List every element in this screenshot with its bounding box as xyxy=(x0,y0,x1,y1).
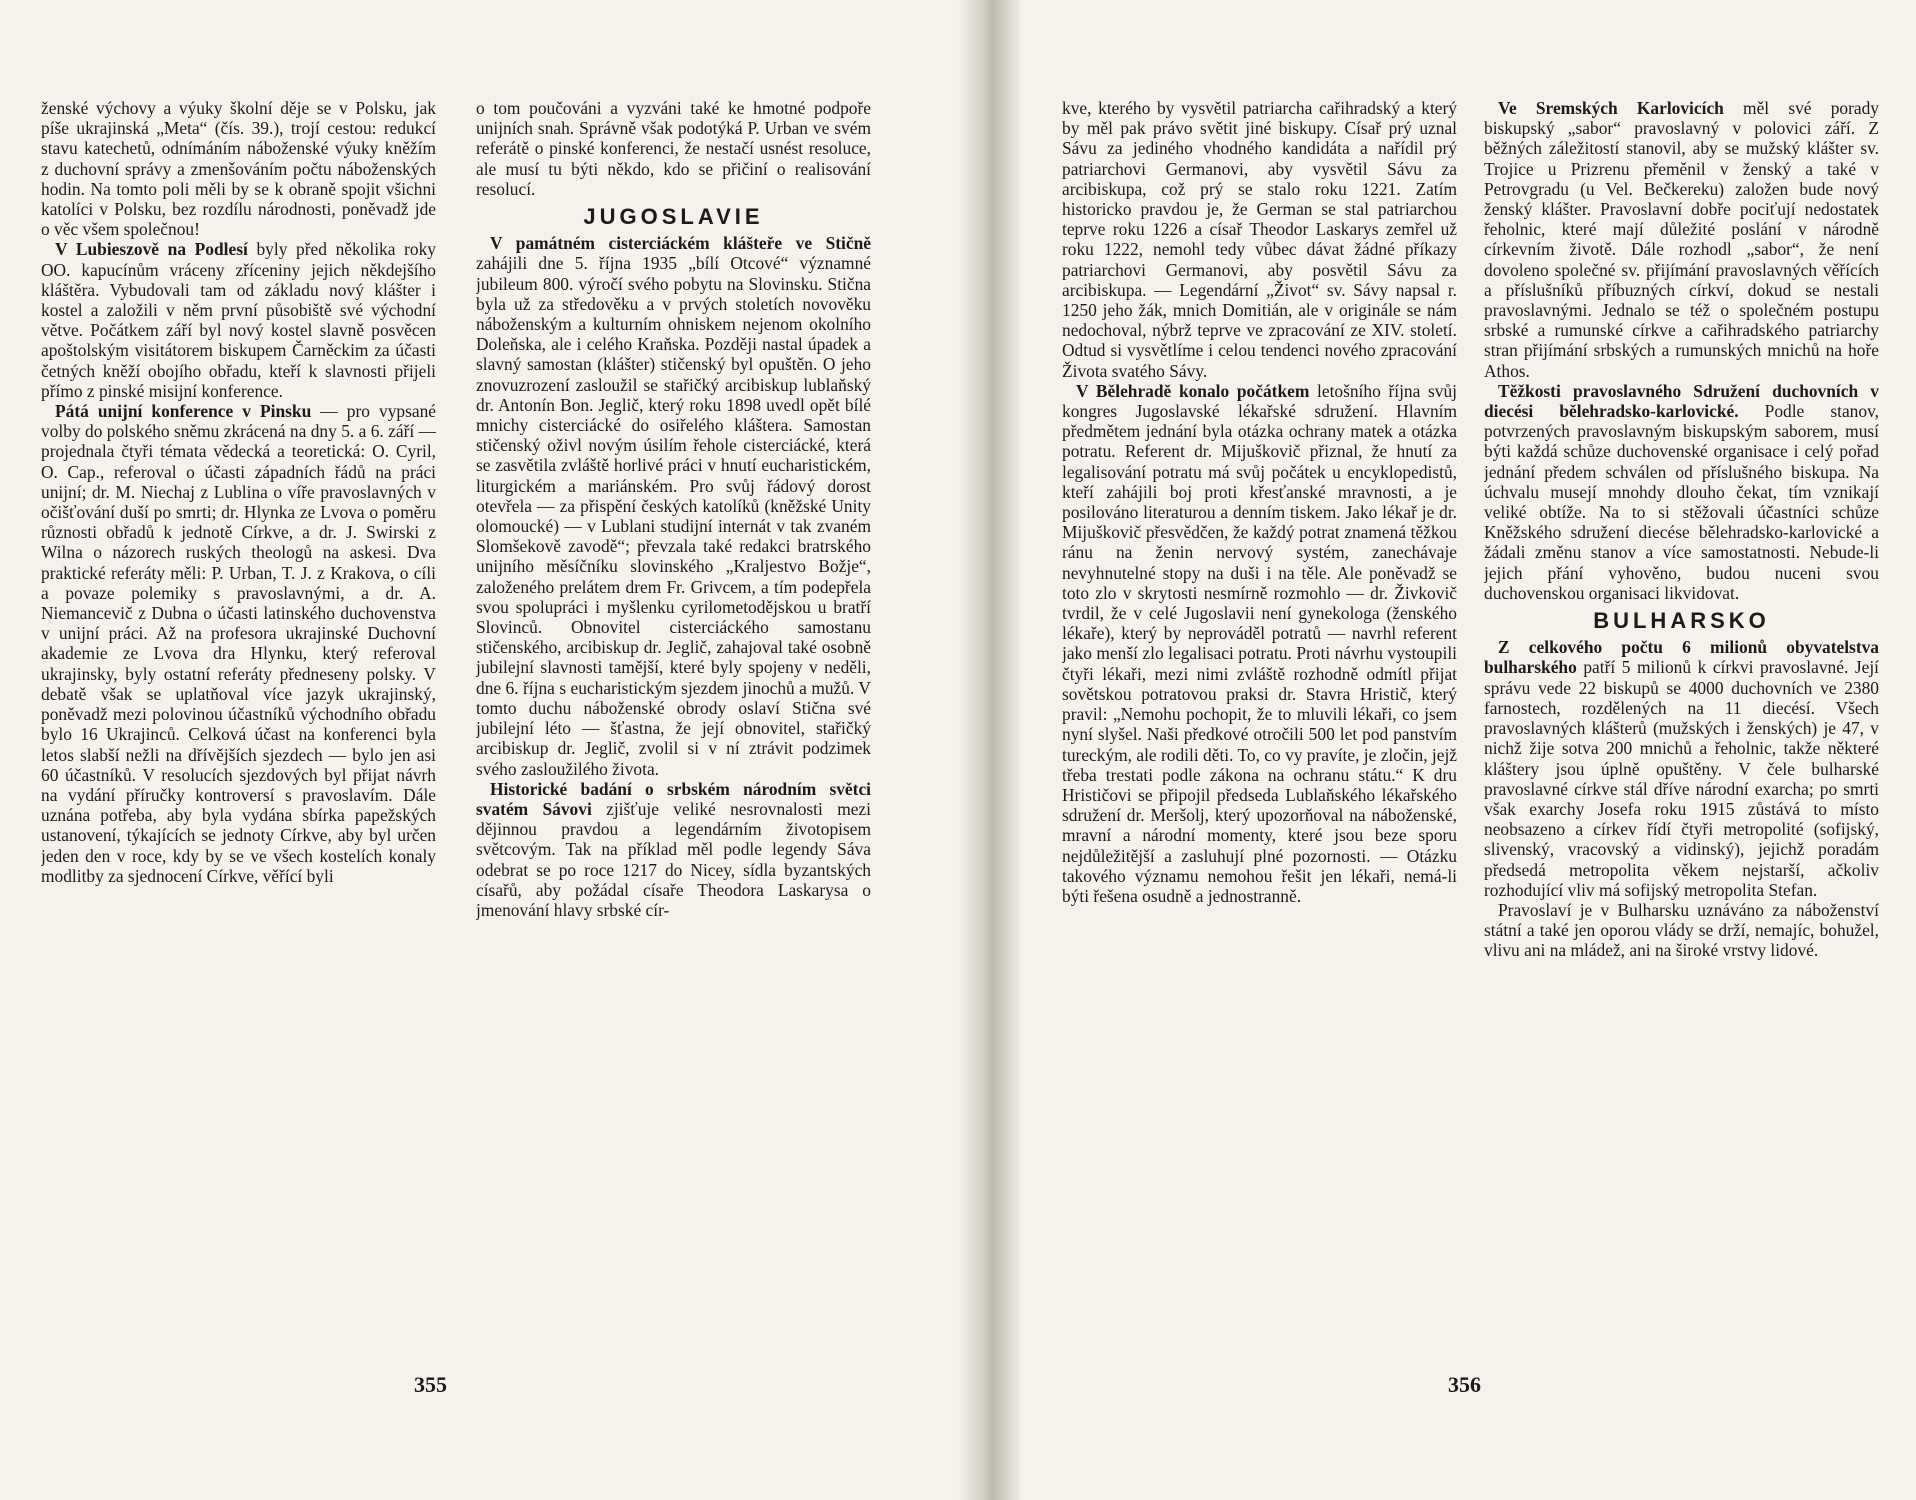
article-lead-title: Historické badání o srbském národním světci svatém Sávovi xyxy=(476,778,871,819)
article-lead-title: Pátá unijní konference v Pinsku xyxy=(55,401,312,422)
article-lead-title: Z celkového počtu 6 milionů obyvatelstva bulharského xyxy=(1484,637,1879,678)
article-lead-title: V Bělehradě konalo počátkem xyxy=(1076,380,1310,401)
page-number-right: 356 xyxy=(1448,1372,1481,1397)
article-paragraph: V památném cisterciáckém klášteře ve Stičně zahájili dne 5. října 1935 „bílí Otcové“ významné jubileum 800. výročí svého pobytu na Slovinsku. Stična byla už za středověku a v prvých stoletích novověku náboženským a kulturním ohniskem nejenom okolního Doleňska, ale i celého Kraňska. Později nastal úpadek a slavný samostan (klášter) stičenský byl opuštěn. O jeho znovuzrození zasloužil se stařičký arcibiskup lublaňský dr. Antonín Bon. Jeglič, který roku 1898 uvedl opět bílé mnichy cisterciácké do osiřelého kláštera. Samostan stičenský oživl novým úsilím řehole cisterciácké, která se zasvětila zvláště horlivé práci v hnutí eucharistickém, liturgickém a mariánském. Pro svůj řádový dorost otevřela — za přispění českých katolíků (kněžské Unity olomoucké) — v Lublani studijní internát v tak zvaném Slomšekově zavodě“; převzala také redakci bratrského unijního měsíčníku slovinského „Kraljestvo Božje“, založeného prelátem drem Fr. Grivcem, a tím podepřela svou spolupráci i myšlenku cyrilometodějskou u bratří Slovinců. Obnovitel cisterciáckého samostanu stičenského, arcibiskup dr. Jeglič, zahajoval také osobně jubilejní slavnosti tamější, které byly spojeny v neděli, dne 6. října s eucharistickým sjezdem jinochů a mužů. V tomto duchu náboženské obrody oslaví Stična své jubilejní léto — šťastna, že její obnovitel, stařičký arcibiskup dr. Jeglič, zvolil si v ní ztrávit podzimek svého zasloužilého života. xyxy=(476,233,871,779)
article-paragraph: Pátá unijní konference v Pinsku — pro vypsané volby do polského sněmu zkrácená na dny 5. a 6. září — projednala čtyři témata vědecká a teoretická: O. Cyril, O. Cap., referoval o účasti západních řádů na práci unijní; dr. M. Niechaj z Lublina o víře pravoslavných v očišťování duší po smrti; dr. Hlynka ze Lvova o poměru různosti obřadů k jednotě Církve, a dr. J. Swirski z Wilna o názorech ruských theologů na askesi. Dva praktické referáty měli: P. Urban, T. J. z Krakova, o cíli a povaze polemiky s pravoslavnými, a dr. A. Niemancevič z Dubna o účasti latinského duchovenstva v unijní práci. Až na profesora ukrajinské Duchovní akademie ze Lvova dra Hlynku, který referoval ukrajinsky, byly ostatní referáty předneseny polsky. V debatě však se uplatňoval více jazyk ukrajinský, poněvadž mezi polovinou účastníků východního obřadu bylo 16 Ukrajinců. Celková účast na konferenci byla letos slabší nežli na dřívějších sjezdech — bylo jen asi 60 účastníků. V resolucích sjezdových byl přijat návrh na vydání příručky kontroversí s pravoslavím. Dále uznána potřeba, aby byla vydána sbírka papežských ustanovení, týkajících se jednoty Církve, aby byl určen jeden den v roce, kdy by se ve všech kostelích konaly modlitby za sjednocení Církve, věřící byli xyxy=(41,401,436,886)
article-paragraph: ženské výchovy a výuky školní děje se v Polsku, jak píše ukrajinská „Meta“ (čís. 39.), trojí cestou: redukcí stavu katechetů, odnímáním náboženské výuky kněžím z duchovní správy a zmenšováním počtu náboženských hodin. Na tomto poli měli by se k obraně spojit všichni katolíci v Polsku, bez rozdílu národnosti, poněvadž jde o věc všem společnou! xyxy=(41,98,436,240)
right-page xyxy=(1020,0,1916,1500)
column-2 xyxy=(476,98,871,1398)
article-paragraph: Z celkového počtu 6 milionů obyvatelstva bulharského patří 5 milionů k církvi pravoslavné. Její správu vede 22 biskupů se 4000 duchovních ve 2380 farnostech, rozdělených na 11 diecésí. Všech pravoslavných klášterů (mužských i ženských) je 47, v nichž žije sotva 200 mnichů a řeholnic, takže některé kláštery jsou úplně opuštěny. V čele bulharské pravoslavné církve stál dříve národní exarcha; po smrti však exarchy Josefa roku 1915 zůstává to místo neobsazeno a církev řídí čtyři metropolité (sofijský, slivenský, vracovský a vidinský), jejichž poradám předsedá metropolita věkem nejstarší, ačkoliv rozhodující vliv má sofijský metropolita Stefan. xyxy=(1484,637,1879,900)
section-heading: JUGOSLAVIE xyxy=(583,204,764,230)
page-number-left: 355 xyxy=(414,1372,447,1397)
article-paragraph: V Lubieszově na Podlesí byly před několika roky OO. kapucínům vráceny zříceniny jejich někdejšího kláštěra. Vybudovali tam od základu nový klášter i kostel a založili v něm první působiště své východní větve. Počátkem září byl nový kostel slavně posvěcen apoštolským visitátorem biskupem Čarněckim za účasti četných kněží obojího obřadu, kteří k slavnosti přijeli přímo z pinské misijní konference. xyxy=(41,239,436,401)
column-1 xyxy=(41,98,436,1398)
article-lead-title: V Lubieszově na Podlesí xyxy=(55,239,248,260)
section-heading: BULHARSKO xyxy=(1593,608,1770,634)
article-paragraph: kve, kterého by vysvětil patriarcha cařihradský a který by měl pak právo světit jiné biskupy. Císař prý uznal Sávu za jediného vhodného kandidáta a nařídil prý patriarchovi Germanovi, aby vysvětil Sávu za arcibiskupa, což prý se stalo roku 1221. Zatím historicko pravdou je, že German se stal patriarchou teprve roku 1226 a císař Theodor Laskarys zemřel už roku 1222, nemohl tedy vůbec dávat žádné příkazy patriarchovi Germanovi, aby posvětil Sávu za arcibiskupa. — Legendární „Život“ sv. Sávy napsal r. 1250 jeho žák, mnich Domitián, ale v originále se nám nedochoval, nýbrž teprve ve zpracování ze XIV. století. Odtud si vysvětlíme i celou tendenci nového zpracování Života svatého Sávy. xyxy=(1062,98,1457,381)
article-paragraph: Historické badání o srbském národním světci svatém Sávovi zjišťuje veliké nesrovnalosti mezi dějinnou pravdou a legendárním životopisem světcovým. Tak na příklad měl podle legendy Sáva odebrat se po roce 1217 do Nicey, sídla byzantských císařů, aby požádal císaře Theodora Laskarysa o jmenování hlavy srbské cír- xyxy=(476,778,871,920)
article-paragraph: Těžkosti pravoslavného Sdružení duchovních v diecési bělehradsko-karlovické. Podle stanov, potvrzených pravoslavným biskupským saborem, musí býti každá schůze duchovenské organisace i celý pořad jednání předem schválen od příslušného biskupa. Na úchvalu musejí mnohdy dlouho čekat, tím vznikají veliké obtíže. Na to si stěžovali účastníci schůze Kněžského sdružení diecése bělehradsko-karlovické a žádali změnu stanov a více samostatnosti. Nebude-li jejich přání vyhověno, budou nuceni svou duchovenskou organisaci likvidovat. xyxy=(1484,380,1879,603)
article-paragraph: o tom poučováni a vyzváni také ke hmotné podpoře unijních snah. Správně však podotýká P. Urban ve svém referátě o pinské konferenci, že nestačí usnést resoluce, ale musí tu býti někdo, kdo se přičiní o realisování resolucí. xyxy=(476,98,871,199)
column-3 xyxy=(1062,98,1457,1398)
article-lead-title: V památném cisterciáckém klášteře ve Stičně xyxy=(490,233,871,254)
article-paragraph: Ve Sremských Karlovicích měl své porady biskupský „sabor“ pravoslavný v polovici září. Z běžných záležitostí stanovil, aby se mužský klášter sv. Trojice u Prizrenu přeměnil v ženský a také v Petrovgradu (u Vel. Bečkereku) založen bude nový ženský klášter. Pravoslavní dobře pociťují nedostatek řeholnic, které mají důležité poslání v národně církevním životě. Dále rozhodl „sabor“, že není dovoleno společné sv. přijímání pravoslavných věřících a příslušníků příbuzných církví, dokud se nestali pravoslavnými. Jednalo se též o společném postupu srbské a rumunské církve a cařihradského patriarchy stran přijímání srbských a rumunských mnichů na hoře Athos. xyxy=(1484,98,1879,381)
article-paragraph: V Bělehradě konalo počátkem letošního října svůj kongres Jugoslavské lékařské sdružení. Hlavním předmětem jednání byla otázka ochrany matek a otázka potratu. Referent dr. Mijuškovič přiznal, že hnutí za legalisování potratu má svůj počátek u encyklopedistů, kteří zahájili boj proti křesťanské mravnosti, a je posilováno literaturou a denním tiskem. Jako lékař je dr. Mijuškovič přesvědčen, že každý potrat znamená těžkou ránu na ženin nervový systém, zanechávaje nevyhnutelné stopy na duši i na těle. Ale poněvadž se toto zlo v skrytosti nesmírně rozmohlo — dr. Živkovič tvrdil, že v celé Jugoslavii není gynekologa (ženského lékaře), který by neprováděl potratů — navrhl referent jako menší zlo legalisaci potratu. Proti návrhu vystoupili čtyři lékaři, mezi nimi zvláště rozhodně odmítl přijat sovětskou potratovou praksi dr. Stavra Hristič, který pravil: „Nemohu pochopit, že to mluvili lékaři, co jsem nyní slyšel. Naši předkové otročili 500 let pod panstvím tureckým, ale rodili děti. To, co vy pravíte, je zločin, jejž třeba trestati podle zákona na ochranu státu.“ K dru Hrističovi se připojil předseda Lublaňského lékařského sdružení dr. Meršolj, který upozorňoval na náboženské, mravní a národní momenty, které jsou beze sporu nejdůležitější a zasluhují plné pozornosti. — Otázku takového významu nemohou řešit jen lékaři, nemá-li býti řešena osudně a jednostranně. xyxy=(1062,380,1457,906)
article-lead-title: Těžkosti pravoslavného Sdružení duchovních v diecési bělehradsko-karlovické. xyxy=(1484,380,1879,422)
article-paragraph: Pravoslaví je v Bulharsku uznáváno za náboženství státní a také jen oporou vlády se drží, nemajíc, bohužel, vlivu ani na mládež, ani na široké vrstvy lidové. xyxy=(1484,899,1879,961)
column-4 xyxy=(1484,98,1879,1398)
book-gutter xyxy=(958,0,1020,1500)
article-lead-title: Ve Sremských Karlovicích xyxy=(1498,98,1724,118)
